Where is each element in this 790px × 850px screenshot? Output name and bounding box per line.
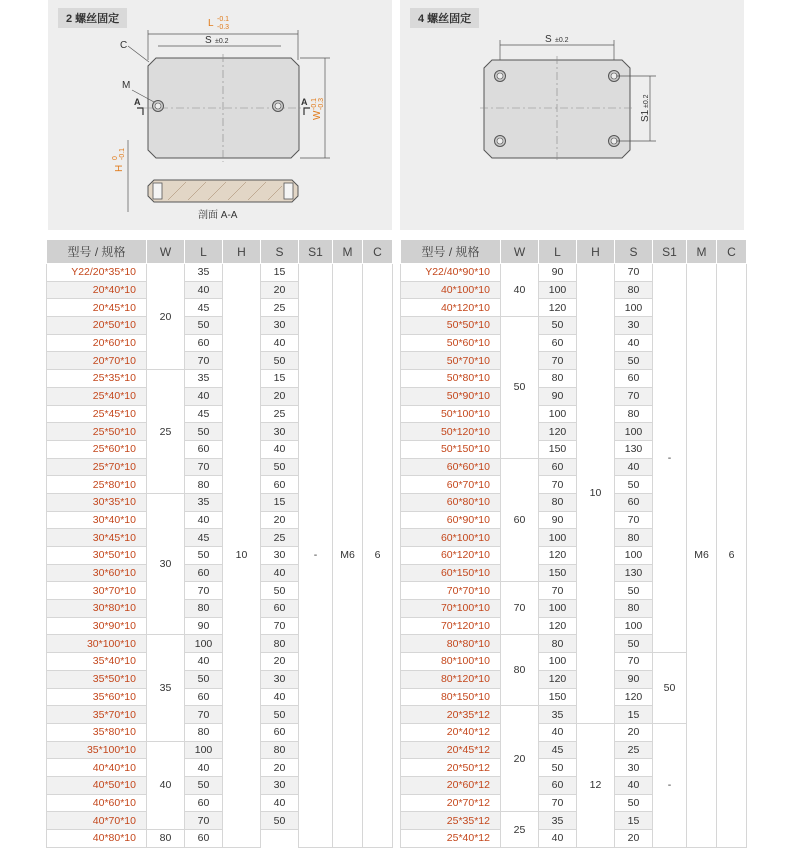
l-cell: 35: [539, 812, 577, 830]
section-caption: 剖面 A-A: [198, 210, 238, 221]
s1-cell: 50: [653, 653, 687, 724]
s-cell: 40: [615, 776, 653, 794]
s-cell: 100: [615, 299, 653, 317]
s-cell: 15: [261, 370, 299, 388]
s-cell: 60: [261, 723, 299, 741]
l-cell: 100: [185, 635, 223, 653]
model-cell: 60*120*10: [401, 547, 501, 565]
model-cell: 25*50*10: [47, 423, 147, 441]
s-cell: 70: [615, 511, 653, 529]
s-cell: 50: [261, 458, 299, 476]
table-row: [47, 264, 393, 282]
h-cell: 12: [577, 723, 615, 847]
model-cell: 25*35*12: [401, 812, 501, 830]
l-cell: 60: [185, 440, 223, 458]
l-cell: 40: [185, 653, 223, 671]
spec-table-four-screw: [400, 239, 747, 848]
l-cell: 120: [539, 423, 577, 441]
s1-cell: -: [653, 264, 687, 653]
model-cell: 35*40*10: [47, 653, 147, 671]
l-cell: 40: [539, 830, 577, 848]
l-cell: 100: [539, 600, 577, 618]
l-cell: 90: [539, 511, 577, 529]
model-cell: 40*70*10: [47, 812, 147, 830]
drawing-panel-four-screw: [400, 0, 744, 230]
dim-H-tol-bottom: -0.1: [119, 147, 126, 160]
model-cell: 70*100*10: [401, 600, 501, 618]
model-cell: Y22/20*35*10: [47, 264, 147, 282]
l-cell: 35: [185, 370, 223, 388]
h-cell: 10: [223, 264, 261, 848]
l-cell: 50: [539, 317, 577, 335]
l-cell: 50: [539, 759, 577, 777]
s-cell: 20: [261, 511, 299, 529]
column-header: S1: [653, 240, 687, 264]
l-cell: 80: [539, 635, 577, 653]
w-cell: 35: [147, 635, 185, 741]
l-cell: 45: [185, 405, 223, 423]
dim-S-label: S: [205, 35, 212, 46]
model-cell: 20*60*10: [47, 334, 147, 352]
l-cell: 80: [539, 370, 577, 388]
w-cell: 50: [501, 317, 539, 459]
plate-drawing-two-screw: [48, 0, 392, 230]
l-cell: 60: [185, 688, 223, 706]
l-cell: 90: [539, 264, 577, 282]
model-cell: 25*35*10: [47, 370, 147, 388]
l-cell: 100: [539, 653, 577, 671]
l-cell: 60: [539, 458, 577, 476]
s-cell: 15: [615, 812, 653, 830]
model-cell: 50*80*10: [401, 370, 501, 388]
s-cell: 130: [615, 440, 653, 458]
model-cell: 35*80*10: [47, 723, 147, 741]
model-cell: 30*50*10: [47, 547, 147, 565]
model-cell: 25*70*10: [47, 458, 147, 476]
s-cell: 70: [615, 653, 653, 671]
w-cell: 60: [501, 458, 539, 582]
w-cell: 25: [147, 370, 185, 494]
column-header: L: [539, 240, 577, 264]
column-header: S: [261, 240, 299, 264]
model-cell: 40*120*10: [401, 299, 501, 317]
l-cell: 40: [185, 281, 223, 299]
s-cell: 50: [615, 582, 653, 600]
plate-section-view: [148, 180, 298, 202]
column-header: 型号 / 规格: [47, 240, 147, 264]
s-cell: 40: [261, 794, 299, 812]
model-cell: 50*60*10: [401, 334, 501, 352]
h-cell: 10: [577, 264, 615, 724]
dim-H-tol-top: 0: [112, 156, 119, 160]
model-cell: 40*80*10: [47, 830, 147, 848]
model-cell: 25*40*10: [47, 387, 147, 405]
l-cell: 100: [539, 405, 577, 423]
model-cell: 20*70*10: [47, 352, 147, 370]
l-cell: 45: [185, 529, 223, 547]
c-cell: 6: [717, 264, 747, 848]
l-cell: 40: [185, 511, 223, 529]
drawing-panel-two-screw: [48, 0, 392, 230]
model-cell: 35*60*10: [47, 688, 147, 706]
s-cell: 50: [615, 476, 653, 494]
model-cell: 20*35*12: [401, 706, 501, 724]
chamfer-label: C: [120, 40, 128, 51]
dim-L-label: L: [208, 18, 214, 29]
l-cell: 90: [539, 387, 577, 405]
dim-W-label: W: [312, 110, 323, 120]
c-cell: 6: [363, 264, 393, 848]
l-cell: 80: [147, 830, 185, 848]
s-cell: 25: [261, 405, 299, 423]
s-cell: 40: [261, 688, 299, 706]
section-marker-right: A: [301, 97, 308, 107]
m-cell: M6: [333, 264, 363, 848]
m-cell: M6: [687, 264, 717, 848]
s-cell: 30: [261, 317, 299, 335]
column-header: W: [147, 240, 185, 264]
l-cell: 100: [539, 281, 577, 299]
model-cell: 30*60*10: [47, 564, 147, 582]
l-cell: 50: [185, 776, 223, 794]
dim-S1-label: S1: [640, 109, 651, 122]
s-cell: 15: [615, 706, 653, 724]
column-header: H: [223, 240, 261, 264]
model-cell: 40*40*10: [47, 759, 147, 777]
s-cell: 30: [261, 547, 299, 565]
column-header: M: [687, 240, 717, 264]
l-cell: 50: [185, 423, 223, 441]
l-cell: 70: [185, 582, 223, 600]
l-cell: 120: [539, 670, 577, 688]
l-cell: 90: [185, 617, 223, 635]
s-cell: 40: [261, 334, 299, 352]
w-cell: 20: [147, 264, 185, 370]
l-cell: 35: [539, 706, 577, 724]
dim-L-tol-bottom: -0.3: [217, 24, 230, 31]
l-cell: 45: [185, 299, 223, 317]
model-cell: 25*40*12: [401, 830, 501, 848]
model-cell: 20*45*12: [401, 741, 501, 759]
s-cell: 50: [261, 352, 299, 370]
s-cell: 80: [261, 741, 299, 759]
model-cell: 40*100*10: [401, 281, 501, 299]
s-cell: 60: [261, 476, 299, 494]
s-cell: 90: [615, 670, 653, 688]
s-cell: 40: [261, 564, 299, 582]
l-cell: 45: [539, 741, 577, 759]
s-cell: 100: [615, 617, 653, 635]
s-cell: 25: [261, 299, 299, 317]
s-cell: 40: [261, 440, 299, 458]
model-cell: 60*80*10: [401, 493, 501, 511]
dim-S1-tol: ±0.2: [643, 94, 650, 108]
model-cell: 20*45*10: [47, 299, 147, 317]
dim-S-tol: ±0.2: [555, 37, 569, 44]
model-cell: 35*70*10: [47, 706, 147, 724]
model-cell: 40*60*10: [47, 794, 147, 812]
panel-tag: 4 螺丝固定: [410, 8, 479, 28]
l-cell: 80: [185, 600, 223, 618]
model-cell: 60*150*10: [401, 564, 501, 582]
model-cell: 70*70*10: [401, 582, 501, 600]
model-cell: 20*70*12: [401, 794, 501, 812]
model-cell: 30*40*10: [47, 511, 147, 529]
l-cell: 50: [185, 317, 223, 335]
model-cell: 20*50*12: [401, 759, 501, 777]
s-cell: 70: [261, 617, 299, 635]
table-header-row: [401, 240, 747, 264]
dim-H-label: H: [114, 164, 125, 172]
model-cell: 80*80*10: [401, 635, 501, 653]
l-cell: 100: [185, 741, 223, 759]
section-marker-left: A: [134, 97, 141, 107]
s-cell: 60: [615, 370, 653, 388]
column-header: 型号 / 规格: [401, 240, 501, 264]
l-cell: 70: [185, 352, 223, 370]
column-header: S1: [299, 240, 333, 264]
s-cell: 50: [261, 582, 299, 600]
w-cell: 80: [501, 635, 539, 706]
s-cell: 100: [615, 423, 653, 441]
model-cell: 80*150*10: [401, 688, 501, 706]
model-cell: Y22/40*90*10: [401, 264, 501, 282]
s-cell: 15: [261, 264, 299, 282]
s-cell: 30: [261, 670, 299, 688]
l-cell: 60: [185, 564, 223, 582]
panel-tag: 2 螺丝固定: [58, 8, 127, 28]
column-header: W: [501, 240, 539, 264]
w-cell: 30: [147, 493, 185, 635]
spec-table-two-screw: [46, 239, 393, 848]
dim-S-tol: ±0.2: [215, 38, 229, 45]
s-cell: 50: [615, 352, 653, 370]
l-cell: 120: [539, 547, 577, 565]
l-cell: 70: [539, 582, 577, 600]
l-cell: 70: [539, 476, 577, 494]
model-cell: 30*70*10: [47, 582, 147, 600]
l-cell: 80: [539, 493, 577, 511]
s-cell: 80: [615, 529, 653, 547]
column-header: L: [185, 240, 223, 264]
l-cell: 40: [185, 759, 223, 777]
s-cell: 60: [261, 600, 299, 618]
s-cell: 100: [615, 547, 653, 565]
model-cell: 35*50*10: [47, 670, 147, 688]
model-cell: 60*100*10: [401, 529, 501, 547]
model-cell: 60*60*10: [401, 458, 501, 476]
model-cell: 50*90*10: [401, 387, 501, 405]
s-cell: 30: [615, 317, 653, 335]
l-cell: 80: [185, 723, 223, 741]
l-cell: 40: [185, 387, 223, 405]
s1-cell: -: [653, 723, 687, 847]
s-cell: 60: [185, 830, 223, 848]
w-cell: 20: [501, 706, 539, 812]
column-header: C: [717, 240, 747, 264]
s1-cell: -: [299, 264, 333, 848]
model-cell: 60*70*10: [401, 476, 501, 494]
l-cell: 40: [539, 723, 577, 741]
w-cell: 70: [501, 582, 539, 635]
model-cell: 30*90*10: [47, 617, 147, 635]
s-cell: 50: [615, 794, 653, 812]
s-cell: 80: [261, 635, 299, 653]
l-cell: 120: [539, 617, 577, 635]
column-header: C: [363, 240, 393, 264]
model-cell: 25*45*10: [47, 405, 147, 423]
s-cell: 20: [615, 830, 653, 848]
model-cell: 20*60*12: [401, 776, 501, 794]
column-header: H: [577, 240, 615, 264]
s-cell: 50: [615, 635, 653, 653]
s-cell: 40: [615, 334, 653, 352]
model-cell: 25*60*10: [47, 440, 147, 458]
s-cell: 20: [615, 723, 653, 741]
w-cell: 25: [501, 812, 539, 847]
s-cell: 20: [261, 387, 299, 405]
dim-S-label: S: [545, 34, 552, 45]
s-cell: 70: [615, 387, 653, 405]
model-cell: 35*100*10: [47, 741, 147, 759]
s-cell: 130: [615, 564, 653, 582]
s-cell: 30: [261, 423, 299, 441]
table-header-row: [47, 240, 393, 264]
s-cell: 50: [261, 706, 299, 724]
l-cell: 70: [185, 812, 223, 830]
model-cell: 80*120*10: [401, 670, 501, 688]
model-cell: 50*100*10: [401, 405, 501, 423]
model-cell: 60*90*10: [401, 511, 501, 529]
plate-drawing-four-screw: [400, 0, 744, 230]
l-cell: 80: [185, 476, 223, 494]
model-cell: 50*50*10: [401, 317, 501, 335]
model-cell: 30*100*10: [47, 635, 147, 653]
model-cell: 70*120*10: [401, 617, 501, 635]
l-cell: 60: [539, 776, 577, 794]
thread-label: M: [122, 80, 131, 91]
s-cell: 70: [615, 264, 653, 282]
column-header: S: [615, 240, 653, 264]
model-cell: 20*40*12: [401, 723, 501, 741]
model-cell: 30*45*10: [47, 529, 147, 547]
l-cell: 120: [539, 299, 577, 317]
l-cell: 70: [185, 706, 223, 724]
model-cell: 30*35*10: [47, 493, 147, 511]
column-header: M: [333, 240, 363, 264]
l-cell: 35: [185, 493, 223, 511]
l-cell: 60: [539, 334, 577, 352]
s-cell: 20: [261, 281, 299, 299]
l-cell: 70: [185, 458, 223, 476]
l-cell: 150: [539, 564, 577, 582]
s-cell: 20: [261, 653, 299, 671]
s-cell: 25: [261, 529, 299, 547]
model-cell: 50*70*10: [401, 352, 501, 370]
l-cell: 150: [539, 440, 577, 458]
l-cell: 35: [185, 264, 223, 282]
s-cell: 60: [615, 493, 653, 511]
s-cell: 40: [615, 458, 653, 476]
l-cell: 60: [185, 334, 223, 352]
s-cell: 20: [261, 759, 299, 777]
s-cell: 15: [261, 493, 299, 511]
model-cell: 30*80*10: [47, 600, 147, 618]
w-cell: 40: [147, 741, 185, 829]
w-cell: 40: [501, 264, 539, 317]
model-cell: 50*120*10: [401, 423, 501, 441]
model-cell: 20*40*10: [47, 281, 147, 299]
dim-W-tol-bottom: -0.3: [318, 97, 325, 110]
s-cell: 50: [261, 812, 299, 830]
model-cell: 20*50*10: [47, 317, 147, 335]
dim-W-tol-top: -0.1: [311, 97, 318, 110]
s-cell: 80: [615, 600, 653, 618]
table-row: [401, 264, 747, 282]
l-cell: 50: [185, 670, 223, 688]
s-cell: 80: [615, 281, 653, 299]
model-cell: 25*80*10: [47, 476, 147, 494]
s-cell: 80: [615, 405, 653, 423]
model-cell: 40*50*10: [47, 776, 147, 794]
model-cell: 50*150*10: [401, 440, 501, 458]
l-cell: 50: [185, 547, 223, 565]
l-cell: 150: [539, 688, 577, 706]
l-cell: 70: [539, 794, 577, 812]
dim-L-tol-top: -0.1: [217, 16, 230, 23]
s-cell: 30: [261, 776, 299, 794]
s-cell: 120: [615, 688, 653, 706]
l-cell: 70: [539, 352, 577, 370]
s-cell: 30: [615, 759, 653, 777]
model-cell: 80*100*10: [401, 653, 501, 671]
l-cell: 100: [539, 529, 577, 547]
l-cell: 60: [185, 794, 223, 812]
s-cell: 25: [615, 741, 653, 759]
